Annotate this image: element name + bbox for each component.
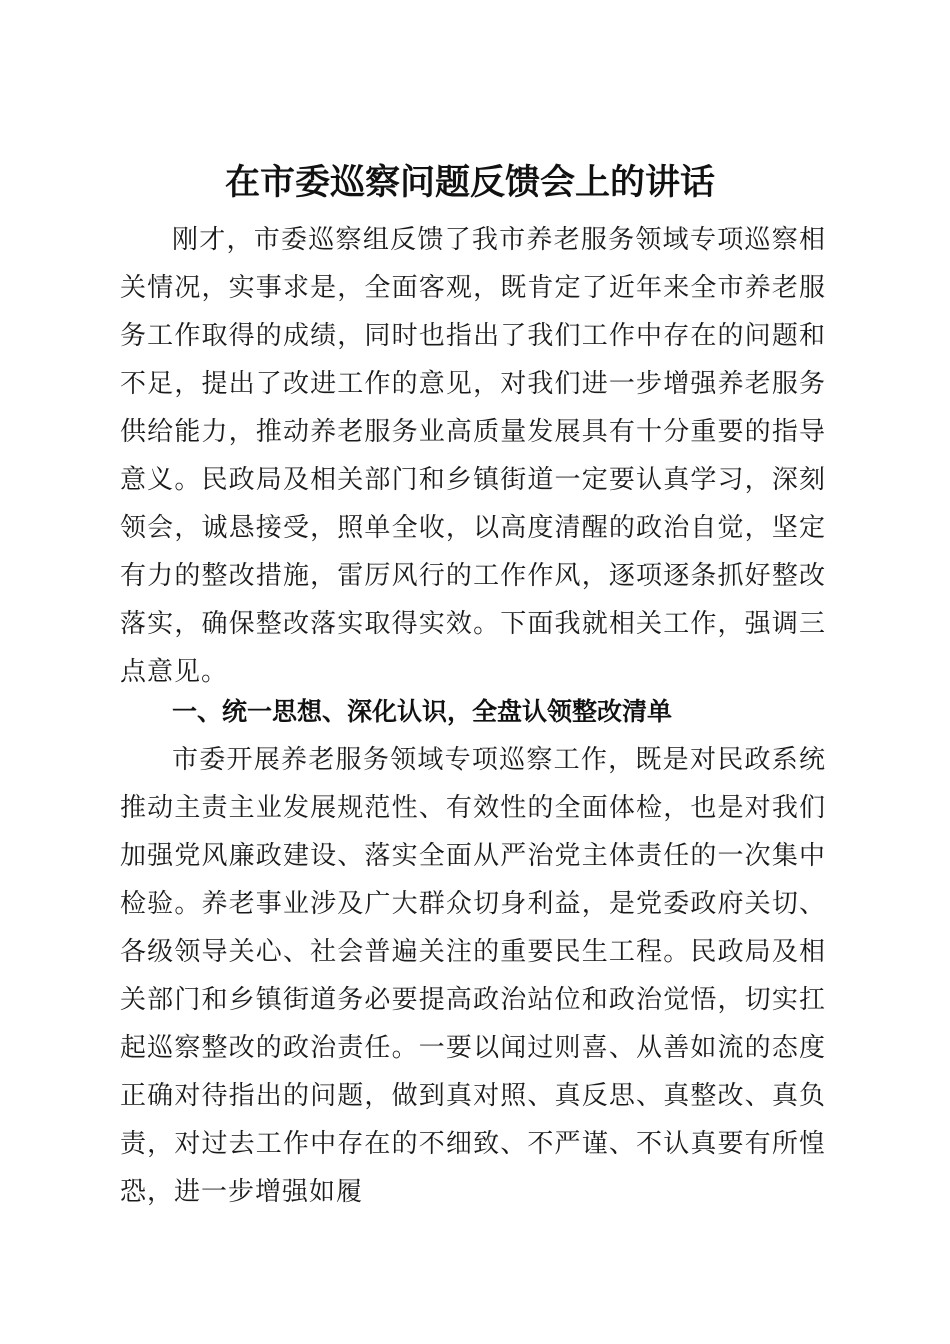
document-title: 在市委巡察问题反馈会上的讲话 [224, 162, 715, 204]
paragraph-section-1: 市委开展养老服务领域专项巡察工作，既是对民政系统推动主责主业发展规范性、有效性的全面体检，也是对我们加强党风廉政建设、落实全面从严治党主体责任的一次集中检验。养老事业涉及广大群众切身利益，是党委政府关切、各级领导关心、社会普遍关注的重要民生工程。民政局及相关部门和乡镇街道务必要提高政治站位和政治觉悟，切实扛起巡察整改的政治责任。一要以闻过则喜、从善如流的态度正确对待指出的问题，做到真对照、真反思、真整改、真负责，对过去工作中存在的不细致、不严谨、不认真要有所惶恐，进一步增强如履 [120, 745, 826, 1207]
paragraph-opening: 刚才，市委巡察组反馈了我市养老服务领域专项巡察相关情况，实事求是，全面客观，既肯定了近年来全市养老服务工作取得的成绩，同时也指出了我们工作中存在的问题和不足，提出了改进工作的意见，对我们进一步增强养老服务供给能力，推动养老服务业高质量发展具有十分重要的指导意义。民政局及相关部门和乡镇街道一定要认真学习，深刻领会，诚恳接受，照单全收，以高度清醒的政治自觉，坚定有力的整改措施，雷厉风行的工作作风，逐项逐条抓好整改落实，确保整改落实取得实效。下面我就相关工作，强调三点意见。 [120, 225, 826, 687]
section-heading-1: 一、统一思想、深化认识，全盘认领整改清单 [172, 697, 673, 726]
